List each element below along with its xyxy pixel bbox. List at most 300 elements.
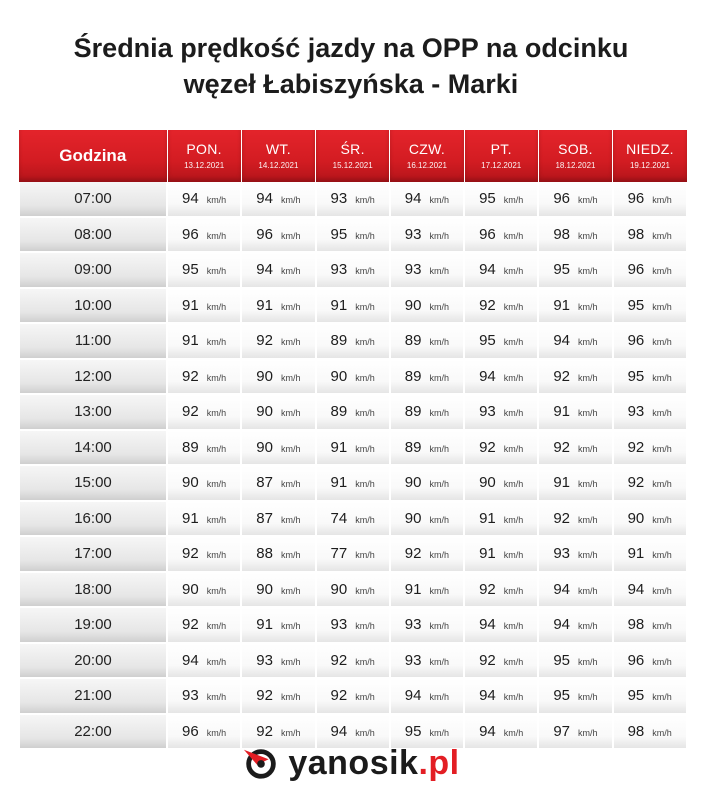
speed-value: 89 <box>404 403 422 421</box>
speed-cell <box>167 430 241 466</box>
speed-cell <box>613 430 687 466</box>
speed-unit: km/h <box>280 585 301 596</box>
speed-value: 95 <box>479 190 496 208</box>
speed-value: 95 <box>553 687 571 705</box>
speed-unit: km/h <box>429 266 449 277</box>
speed-unit: km/h <box>355 692 375 703</box>
speed-cell <box>613 536 687 572</box>
speed-unit: km/h <box>355 337 375 348</box>
speed-cell <box>316 359 390 395</box>
speed-value: 98 <box>553 225 571 243</box>
speed-unit: km/h <box>578 301 598 312</box>
hour-cell: 07:00 <box>19 182 167 217</box>
speed-value: 93 <box>404 651 422 669</box>
table-row <box>19 182 687 217</box>
speed-unit: km/h <box>355 408 375 419</box>
speed-value: 96 <box>627 261 645 279</box>
speed-cell <box>316 430 390 466</box>
speed-value: 94 <box>479 687 496 705</box>
speed-unit: km/h <box>429 621 449 632</box>
speed-unit: km/h <box>280 408 301 419</box>
day-date: 19.12.2021 <box>629 161 670 170</box>
speed-value: 89 <box>404 332 422 350</box>
speed-value: 96 <box>627 651 645 669</box>
speed-cell <box>316 217 390 253</box>
speed-unit: km/h <box>355 656 375 667</box>
speed-value: 92 <box>479 580 496 598</box>
speed-value: 91 <box>479 509 496 527</box>
speed-value: 90 <box>330 367 348 385</box>
speed-unit: km/h <box>429 727 449 738</box>
speed-value: 91 <box>330 474 348 492</box>
day-column-header <box>538 130 612 182</box>
speed-unit: km/h <box>355 195 375 206</box>
speed-unit: km/h <box>206 230 227 241</box>
day-date: 17.12.2021 <box>481 161 522 170</box>
speed-cell <box>241 359 315 395</box>
hour-cell: 20:00 <box>19 643 167 679</box>
table-body <box>19 182 687 749</box>
day-column-header <box>316 130 390 182</box>
speed-cell <box>538 323 612 359</box>
speed-value: 92 <box>330 651 348 669</box>
table-row <box>19 252 687 288</box>
speed-value: 98 <box>627 616 645 634</box>
speed-cell <box>464 359 538 395</box>
brand-name <box>288 744 459 783</box>
speed-unit: km/h <box>355 301 375 312</box>
hour-cell: 14:00 <box>19 430 167 466</box>
speed-unit: km/h <box>206 479 227 490</box>
speed-cell <box>241 572 315 608</box>
speed-unit: km/h <box>429 372 449 383</box>
speed-value: 92 <box>256 687 273 705</box>
speed-cell <box>241 430 315 466</box>
speed-cell <box>613 252 687 288</box>
speed-value: 91 <box>479 545 496 563</box>
speed-value: 92 <box>182 403 199 421</box>
speed-unit: km/h <box>652 692 672 703</box>
speed-value: 92 <box>553 367 571 385</box>
speed-unit: km/h <box>503 621 524 632</box>
speed-unit: km/h <box>355 585 375 596</box>
speed-value: 89 <box>182 438 199 456</box>
hour-column-header <box>19 130 167 182</box>
speed-value: 93 <box>330 616 348 634</box>
speed-unit: km/h <box>652 479 672 490</box>
speed-cell <box>167 501 241 537</box>
speed-unit: km/h <box>652 372 672 383</box>
speed-unit: km/h <box>503 372 524 383</box>
speed-value: 91 <box>330 296 348 314</box>
speed-value: 93 <box>404 616 422 634</box>
speed-cell <box>316 536 390 572</box>
speed-cell <box>241 394 315 430</box>
speed-cell <box>613 217 687 253</box>
speed-unit: km/h <box>652 656 672 667</box>
day-label: NIEDZ. <box>626 141 674 157</box>
hour-header-label: Godzina <box>59 146 127 165</box>
speed-value: 89 <box>330 332 348 350</box>
speed-value: 92 <box>627 474 645 492</box>
title-line-2: węzeł Łabiszyńska - Marki <box>183 69 519 99</box>
speed-cell <box>316 252 390 288</box>
speed-value: 97 <box>553 722 571 740</box>
speed-value: 93 <box>479 403 496 421</box>
speed-value: 96 <box>182 722 199 740</box>
speed-unit: km/h <box>578 337 598 348</box>
speed-cell <box>613 359 687 395</box>
speed-unit: km/h <box>578 479 598 490</box>
speed-value: 93 <box>256 651 273 669</box>
speed-cell <box>464 607 538 643</box>
speed-value: 74 <box>330 509 348 527</box>
speed-cell <box>538 465 612 501</box>
brand-tld: .pl <box>418 743 460 782</box>
speed-unit: km/h <box>206 585 227 596</box>
speed-unit: km/h <box>355 621 375 632</box>
table-row <box>19 465 687 501</box>
speed-unit: km/h <box>503 337 524 348</box>
speed-cell <box>316 182 390 217</box>
speed-cell <box>390 678 464 714</box>
speed-value: 92 <box>182 367 199 385</box>
speed-value: 92 <box>479 651 496 669</box>
speed-value: 94 <box>404 687 422 705</box>
speed-unit: km/h <box>429 585 449 596</box>
speed-unit: km/h <box>578 408 598 419</box>
speed-cell <box>390 252 464 288</box>
speed-value: 98 <box>627 225 645 243</box>
table-row <box>19 430 687 466</box>
speed-unit: km/h <box>503 301 524 312</box>
speed-value: 92 <box>404 545 422 563</box>
speed-cell <box>464 394 538 430</box>
speed-unit: km/h <box>206 656 227 667</box>
speed-value: 90 <box>404 509 422 527</box>
speed-unit: km/h <box>280 514 301 525</box>
speed-cell <box>167 182 241 217</box>
speed-unit: km/h <box>578 585 598 596</box>
speed-unit: km/h <box>578 656 598 667</box>
speed-value: 89 <box>404 438 422 456</box>
speed-unit: km/h <box>503 230 524 241</box>
speed-value: 77 <box>330 545 348 563</box>
speed-cell <box>464 217 538 253</box>
speed-value: 91 <box>553 474 571 492</box>
speed-value: 94 <box>479 722 496 740</box>
speed-value: 90 <box>627 509 645 527</box>
speed-value: 96 <box>182 225 199 243</box>
speed-unit: km/h <box>429 301 449 312</box>
speed-unit: km/h <box>652 621 672 632</box>
speed-unit: km/h <box>280 621 301 632</box>
speed-cell <box>538 572 612 608</box>
speed-cell <box>316 501 390 537</box>
speed-unit: km/h <box>280 550 301 561</box>
speed-value: 89 <box>330 403 348 421</box>
speed-value: 94 <box>256 190 273 208</box>
hour-cell: 15:00 <box>19 465 167 501</box>
speed-unit: km/h <box>503 550 524 561</box>
speed-cell <box>167 252 241 288</box>
hour-cell: 11:00 <box>19 323 167 359</box>
speed-unit: km/h <box>206 727 227 738</box>
table-row <box>19 678 687 714</box>
speed-unit: km/h <box>503 692 524 703</box>
speed-cell <box>167 394 241 430</box>
speed-value: 88 <box>256 545 273 563</box>
speed-value: 90 <box>404 474 422 492</box>
speed-unit: km/h <box>355 479 375 490</box>
speed-value: 93 <box>182 687 199 705</box>
day-label: ŚR. <box>340 141 365 157</box>
speed-cell <box>167 465 241 501</box>
speed-cell <box>167 217 241 253</box>
day-column-header <box>241 130 315 182</box>
speed-cell <box>538 182 612 217</box>
speed-unit: km/h <box>503 727 524 738</box>
speed-value: 94 <box>479 616 496 634</box>
yanosik-logo-icon <box>242 744 280 782</box>
speed-unit: km/h <box>206 195 227 206</box>
speed-cell <box>464 430 538 466</box>
speed-unit: km/h <box>578 195 598 206</box>
title-line-1: Średnia prędkość jazdy na OPP na odcinku <box>73 33 629 63</box>
speed-unit: km/h <box>652 585 672 596</box>
speed-value: 95 <box>553 261 571 279</box>
speed-value: 89 <box>404 367 422 385</box>
speed-cell <box>390 217 464 253</box>
day-column-header <box>613 130 687 182</box>
speed-value: 90 <box>256 438 273 456</box>
table-row <box>19 288 687 324</box>
speed-unit: km/h <box>355 230 375 241</box>
speed-unit: km/h <box>355 372 375 383</box>
speed-unit: km/h <box>503 514 524 525</box>
speed-unit: km/h <box>280 230 301 241</box>
speed-value: 95 <box>182 261 199 279</box>
speed-cell <box>390 288 464 324</box>
speed-unit: km/h <box>429 195 449 206</box>
speed-value: 92 <box>479 438 496 456</box>
speed-unit: km/h <box>280 301 301 312</box>
speed-value: 92 <box>182 545 199 563</box>
speed-cell <box>613 607 687 643</box>
speed-cell <box>390 182 464 217</box>
speed-cell <box>316 465 390 501</box>
speed-unit: km/h <box>280 692 301 703</box>
speed-cell <box>464 182 538 217</box>
speed-unit: km/h <box>503 479 524 490</box>
speed-value: 94 <box>256 261 273 279</box>
speed-cell <box>464 465 538 501</box>
speed-cell <box>538 359 612 395</box>
speed-value: 91 <box>627 545 645 563</box>
speed-value: 94 <box>553 580 571 598</box>
speed-cell <box>613 643 687 679</box>
speed-cell <box>538 288 612 324</box>
speed-cell <box>538 678 612 714</box>
speed-cell <box>316 394 390 430</box>
table-row <box>19 536 687 572</box>
speed-cell <box>613 323 687 359</box>
speed-cell <box>316 607 390 643</box>
speed-value: 92 <box>182 616 199 634</box>
hour-cell: 13:00 <box>19 394 167 430</box>
speed-cell <box>167 607 241 643</box>
day-date: 14.12.2021 <box>258 161 299 170</box>
day-date: 18.12.2021 <box>555 161 596 170</box>
speed-value: 96 <box>627 190 645 208</box>
speed-cell <box>538 430 612 466</box>
speed-value: 92 <box>479 296 496 314</box>
speed-unit: km/h <box>652 230 672 241</box>
speed-cell <box>538 607 612 643</box>
speed-value: 90 <box>404 296 422 314</box>
speed-unit: km/h <box>652 408 672 419</box>
speed-value: 96 <box>553 190 571 208</box>
speed-unit: km/h <box>503 656 524 667</box>
speed-value: 94 <box>182 190 199 208</box>
speed-value: 92 <box>553 509 571 527</box>
speed-cell <box>538 394 612 430</box>
speed-cell <box>390 323 464 359</box>
speed-cell <box>167 288 241 324</box>
speed-cell <box>390 536 464 572</box>
speed-table <box>18 130 688 750</box>
day-label: SOB. <box>558 141 593 157</box>
day-label: CZW. <box>408 141 446 157</box>
table-row <box>19 394 687 430</box>
speed-value: 93 <box>330 261 348 279</box>
day-column-header <box>464 130 538 182</box>
speed-value: 94 <box>330 722 348 740</box>
day-date: 15.12.2021 <box>332 161 373 170</box>
speed-unit: km/h <box>578 443 598 454</box>
speed-value: 94 <box>553 616 571 634</box>
day-label: WT. <box>265 141 291 157</box>
speed-cell <box>464 252 538 288</box>
speed-cell <box>464 288 538 324</box>
speed-unit: km/h <box>652 443 672 454</box>
speed-unit: km/h <box>206 692 227 703</box>
speed-unit: km/h <box>652 337 672 348</box>
table-row <box>19 607 687 643</box>
speed-unit: km/h <box>355 443 375 454</box>
speed-value: 90 <box>256 403 273 421</box>
speed-value: 87 <box>256 474 273 492</box>
speed-unit: km/h <box>280 195 301 206</box>
day-label: PON. <box>186 141 222 157</box>
table-row <box>19 501 687 537</box>
speed-unit: km/h <box>280 443 301 454</box>
speed-unit: km/h <box>652 301 672 312</box>
speed-cell <box>390 572 464 608</box>
speed-value: 95 <box>627 367 645 385</box>
speed-cell <box>390 643 464 679</box>
speed-value: 93 <box>627 403 645 421</box>
hour-cell: 10:00 <box>19 288 167 324</box>
speed-cell <box>241 465 315 501</box>
speed-unit: km/h <box>280 337 301 348</box>
speed-cell <box>538 643 612 679</box>
speed-unit: km/h <box>355 266 375 277</box>
speed-value: 93 <box>553 545 571 563</box>
speed-cell <box>613 182 687 217</box>
hour-cell: 21:00 <box>19 678 167 714</box>
speed-unit: km/h <box>503 585 524 596</box>
speed-unit: km/h <box>280 479 301 490</box>
speed-cell <box>241 217 315 253</box>
speed-cell <box>464 323 538 359</box>
hour-cell: 09:00 <box>19 252 167 288</box>
speed-cell <box>316 572 390 608</box>
speed-unit: km/h <box>206 408 227 419</box>
speed-cell <box>316 678 390 714</box>
speed-cell <box>390 465 464 501</box>
speed-value: 87 <box>256 509 273 527</box>
speed-unit: km/h <box>578 514 598 525</box>
speed-cell <box>241 607 315 643</box>
speed-value: 96 <box>627 332 645 350</box>
speed-value: 96 <box>256 225 273 243</box>
speed-value: 95 <box>479 332 496 350</box>
speed-unit: km/h <box>503 408 524 419</box>
speed-unit: km/h <box>206 372 227 383</box>
speed-value: 92 <box>330 687 348 705</box>
table-row <box>19 323 687 359</box>
day-column-header <box>390 130 464 182</box>
speed-cell <box>316 288 390 324</box>
speed-cell <box>316 643 390 679</box>
speed-unit: km/h <box>429 230 449 241</box>
speed-cell <box>390 394 464 430</box>
table-row <box>19 217 687 253</box>
speed-cell <box>390 501 464 537</box>
speed-value: 90 <box>330 580 348 598</box>
speed-cell <box>464 643 538 679</box>
speed-cell <box>613 501 687 537</box>
hour-cell: 16:00 <box>19 501 167 537</box>
speed-value: 92 <box>256 332 273 350</box>
speed-unit: km/h <box>578 621 598 632</box>
speed-cell <box>241 536 315 572</box>
speed-unit: km/h <box>578 266 598 277</box>
speed-unit: km/h <box>652 514 672 525</box>
speed-cell <box>390 430 464 466</box>
speed-cell <box>241 643 315 679</box>
speed-value: 94 <box>479 261 496 279</box>
speed-unit: km/h <box>652 195 672 206</box>
speed-value: 92 <box>553 438 571 456</box>
speed-cell <box>316 323 390 359</box>
brand-name-text: yanosik <box>288 743 419 782</box>
table-row <box>19 572 687 608</box>
table-row <box>19 359 687 395</box>
speed-unit: km/h <box>206 337 227 348</box>
speed-unit: km/h <box>429 550 449 561</box>
speed-cell <box>613 394 687 430</box>
speed-cell <box>464 501 538 537</box>
speed-cell <box>613 572 687 608</box>
speed-value: 90 <box>256 367 273 385</box>
speed-cell <box>241 252 315 288</box>
speed-value: 94 <box>182 651 199 669</box>
speed-value: 95 <box>627 687 645 705</box>
day-label: PT. <box>490 141 512 157</box>
speed-unit: km/h <box>429 443 449 454</box>
